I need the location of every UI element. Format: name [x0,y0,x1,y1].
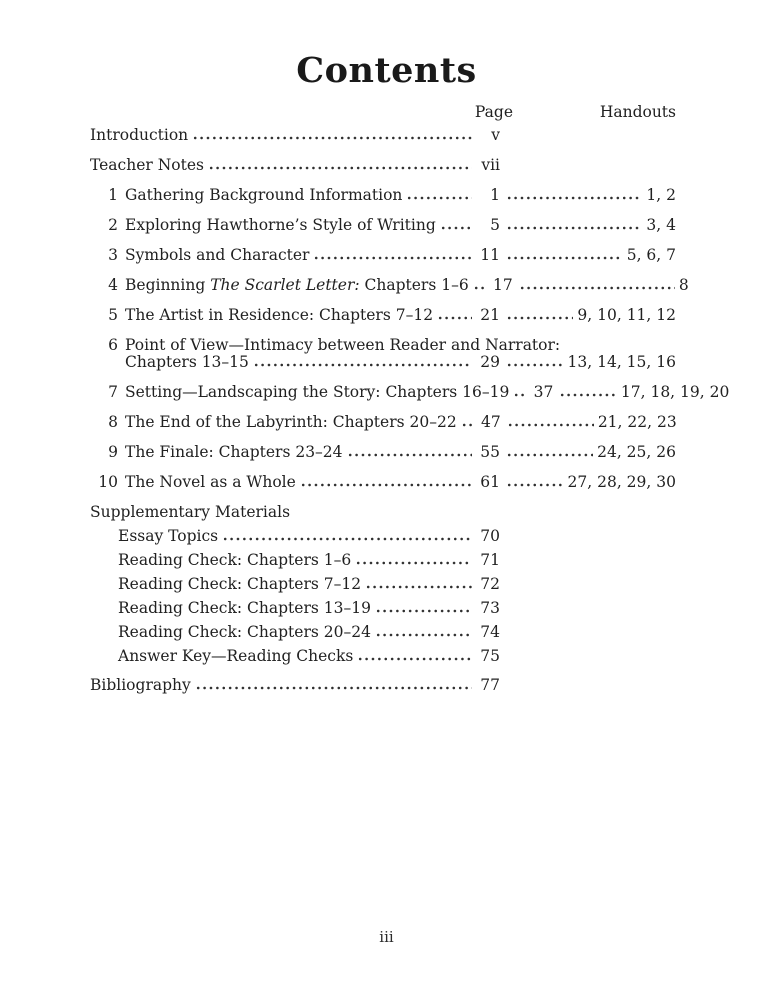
dot-leader [253,363,472,367]
dot-leader [506,453,593,457]
entry-title: The End of the Labyrinth: Chapters 20–22 [125,413,457,431]
dot-leader [506,196,642,200]
dot-leader [300,483,472,487]
entry-title-continuation: Chapters 13–15 [125,353,249,371]
toc-entry-chapter-7 [90,383,730,402]
dot-leader [506,363,564,367]
entry-page: 75 [480,647,500,665]
entry-page: 1 [490,186,500,204]
dot-leader [506,316,573,320]
entry-title: Reading Check: Chapters 20–24 [118,623,371,641]
toc-entry-chapter-3 [90,246,676,265]
chapter-number: 9 [108,443,118,461]
toc-entry-reading-check-7-12 [90,575,676,594]
toc-entry-chapter-6-line2 [90,353,676,372]
column-header-page: Page [474,103,513,121]
dot-leader [222,537,472,541]
dot-leader [440,226,472,230]
entry-title: Teacher Notes [90,156,204,174]
chapter-number: 10 [98,473,118,491]
entry-title-italic: The Scarlet Letter: [210,276,360,294]
toc-entry-chapter-9 [90,443,676,462]
column-header-handouts: Handouts [599,103,676,121]
dot-leader [507,423,594,427]
chapter-number: 4 [108,276,118,294]
entry-handouts: 27, 28, 29, 30 [567,473,676,491]
toc-entry-introduction [90,126,676,145]
entry-page: 5 [490,216,500,234]
section-heading: Supplementary Materials [90,503,291,521]
entry-title: The Finale: Chapters 23–24 [125,443,343,461]
dot-leader [506,226,642,230]
dot-leader [513,393,525,397]
entry-page: 73 [480,599,500,617]
toc-entry-essay-topics [90,527,676,546]
entry-title: Setting—Landscaping the Story: Chapters 16–19 [125,383,510,401]
supplementary-heading [90,503,676,522]
entry-title: Symbols and Character [125,246,310,264]
toc-entry-chapter-4 [90,276,689,295]
toc-entry-reading-check-13-19 [90,599,676,618]
entry-handouts: 3, 4 [646,216,676,234]
entry-title: The Novel as a Whole [125,473,296,491]
dot-leader [355,561,472,565]
entry-handouts: 9, 10, 11, 12 [577,306,676,324]
toc-content [90,103,730,695]
page-number: iii [379,928,394,946]
dot-leader [506,256,623,260]
toc-entry-bibliography [90,676,676,695]
toc-entry-chapter-2 [90,216,676,235]
toc-entry-answer-key [90,647,676,666]
dot-leader [192,136,472,140]
chapter-number: 1 [108,186,118,204]
entry-page: 11 [480,246,500,264]
dot-leader [313,256,472,260]
toc-entry-reading-check-20-24 [90,623,676,642]
handouts-block [500,353,676,372]
column-headers [90,103,676,122]
entry-page: 72 [480,575,500,593]
dot-leader [461,423,473,427]
entry-title: Point of View—Intimacy between Reader and Narrator: [125,336,561,354]
handouts-block [513,276,689,295]
toc-entry-teacher-notes [90,156,676,175]
toc-entry-chapter-5 [90,306,676,325]
entry-title: Reading Check: Chapters 13–19 [118,599,371,617]
entry-title: Introduction [90,126,189,144]
entry-title: Answer Key—Reading Checks [118,647,354,665]
dot-leader [347,453,472,457]
entry-page: 74 [480,623,500,641]
dot-leader [375,633,472,637]
chapter-number: 8 [108,413,118,431]
dot-leader [406,196,472,200]
handouts-block [500,186,676,205]
entry-page: 47 [480,413,501,431]
entry-handouts: 1, 2 [646,186,676,204]
dot-leader [473,286,485,290]
handouts-block [500,473,676,492]
entry-page: 77 [480,676,500,694]
entry-page: 61 [480,473,500,491]
handouts-block [553,383,729,402]
entry-title: Essay Topics [118,527,219,545]
entry-handouts: 21, 22, 23 [597,413,677,431]
entry-title-post: Chapters 1–6 [359,276,469,294]
entry-title: Bibliography [90,676,191,694]
entry-handouts: 17, 18, 19, 20 [620,383,730,401]
entry-page: 71 [480,551,500,569]
dot-leader [195,686,472,690]
toc-entry-reading-check-1-6 [90,551,676,570]
dot-leader [357,657,472,661]
handouts-block [500,216,676,235]
entry-title: Reading Check: Chapters 7–12 [118,575,362,593]
entry-handouts: 13, 14, 15, 16 [567,353,676,371]
entry-page: 37 [533,383,554,401]
entry-page: vii [481,156,500,174]
entry-title [125,276,469,295]
handouts-block [501,413,677,432]
dot-leader [519,286,675,290]
entry-page: 17 [492,276,513,294]
toc-entry-chapter-8 [90,413,676,432]
entry-title: The Artist in Residence: Chapters 7–12 [125,306,434,324]
entry-title: Gathering Background Information [125,186,403,204]
handouts-block [500,443,676,462]
entry-page: v [491,126,500,144]
dot-leader [437,316,472,320]
dot-leader [365,585,472,589]
dot-leader [559,393,617,397]
entry-handouts: 24, 25, 26 [597,443,676,461]
dot-leader [506,483,564,487]
chapter-number: 3 [108,246,118,264]
page-title: Contents [296,50,477,91]
entry-page: 29 [480,353,500,371]
entry-handouts: 5, 6, 7 [626,246,676,264]
entry-page: 21 [480,306,500,324]
handouts-block [500,246,676,265]
chapter-number: 2 [108,216,118,234]
toc-entry-chapter-1 [90,186,676,205]
entry-page: 70 [480,527,500,545]
dot-leader [375,609,472,613]
entry-page: 55 [480,443,500,461]
chapter-number: 6 [108,336,118,354]
chapter-number: 5 [108,306,118,324]
handouts-block [500,306,676,325]
dot-leader [208,166,472,170]
toc-entry-chapter-10 [90,473,676,492]
entry-handouts: 8 [678,276,689,294]
chapter-number: 7 [108,383,118,401]
entry-title: Reading Check: Chapters 1–6 [118,551,352,569]
entry-title: Exploring Hawthorne’s Style of Writing [125,216,436,234]
entry-title-pre: Beginning [125,276,211,294]
